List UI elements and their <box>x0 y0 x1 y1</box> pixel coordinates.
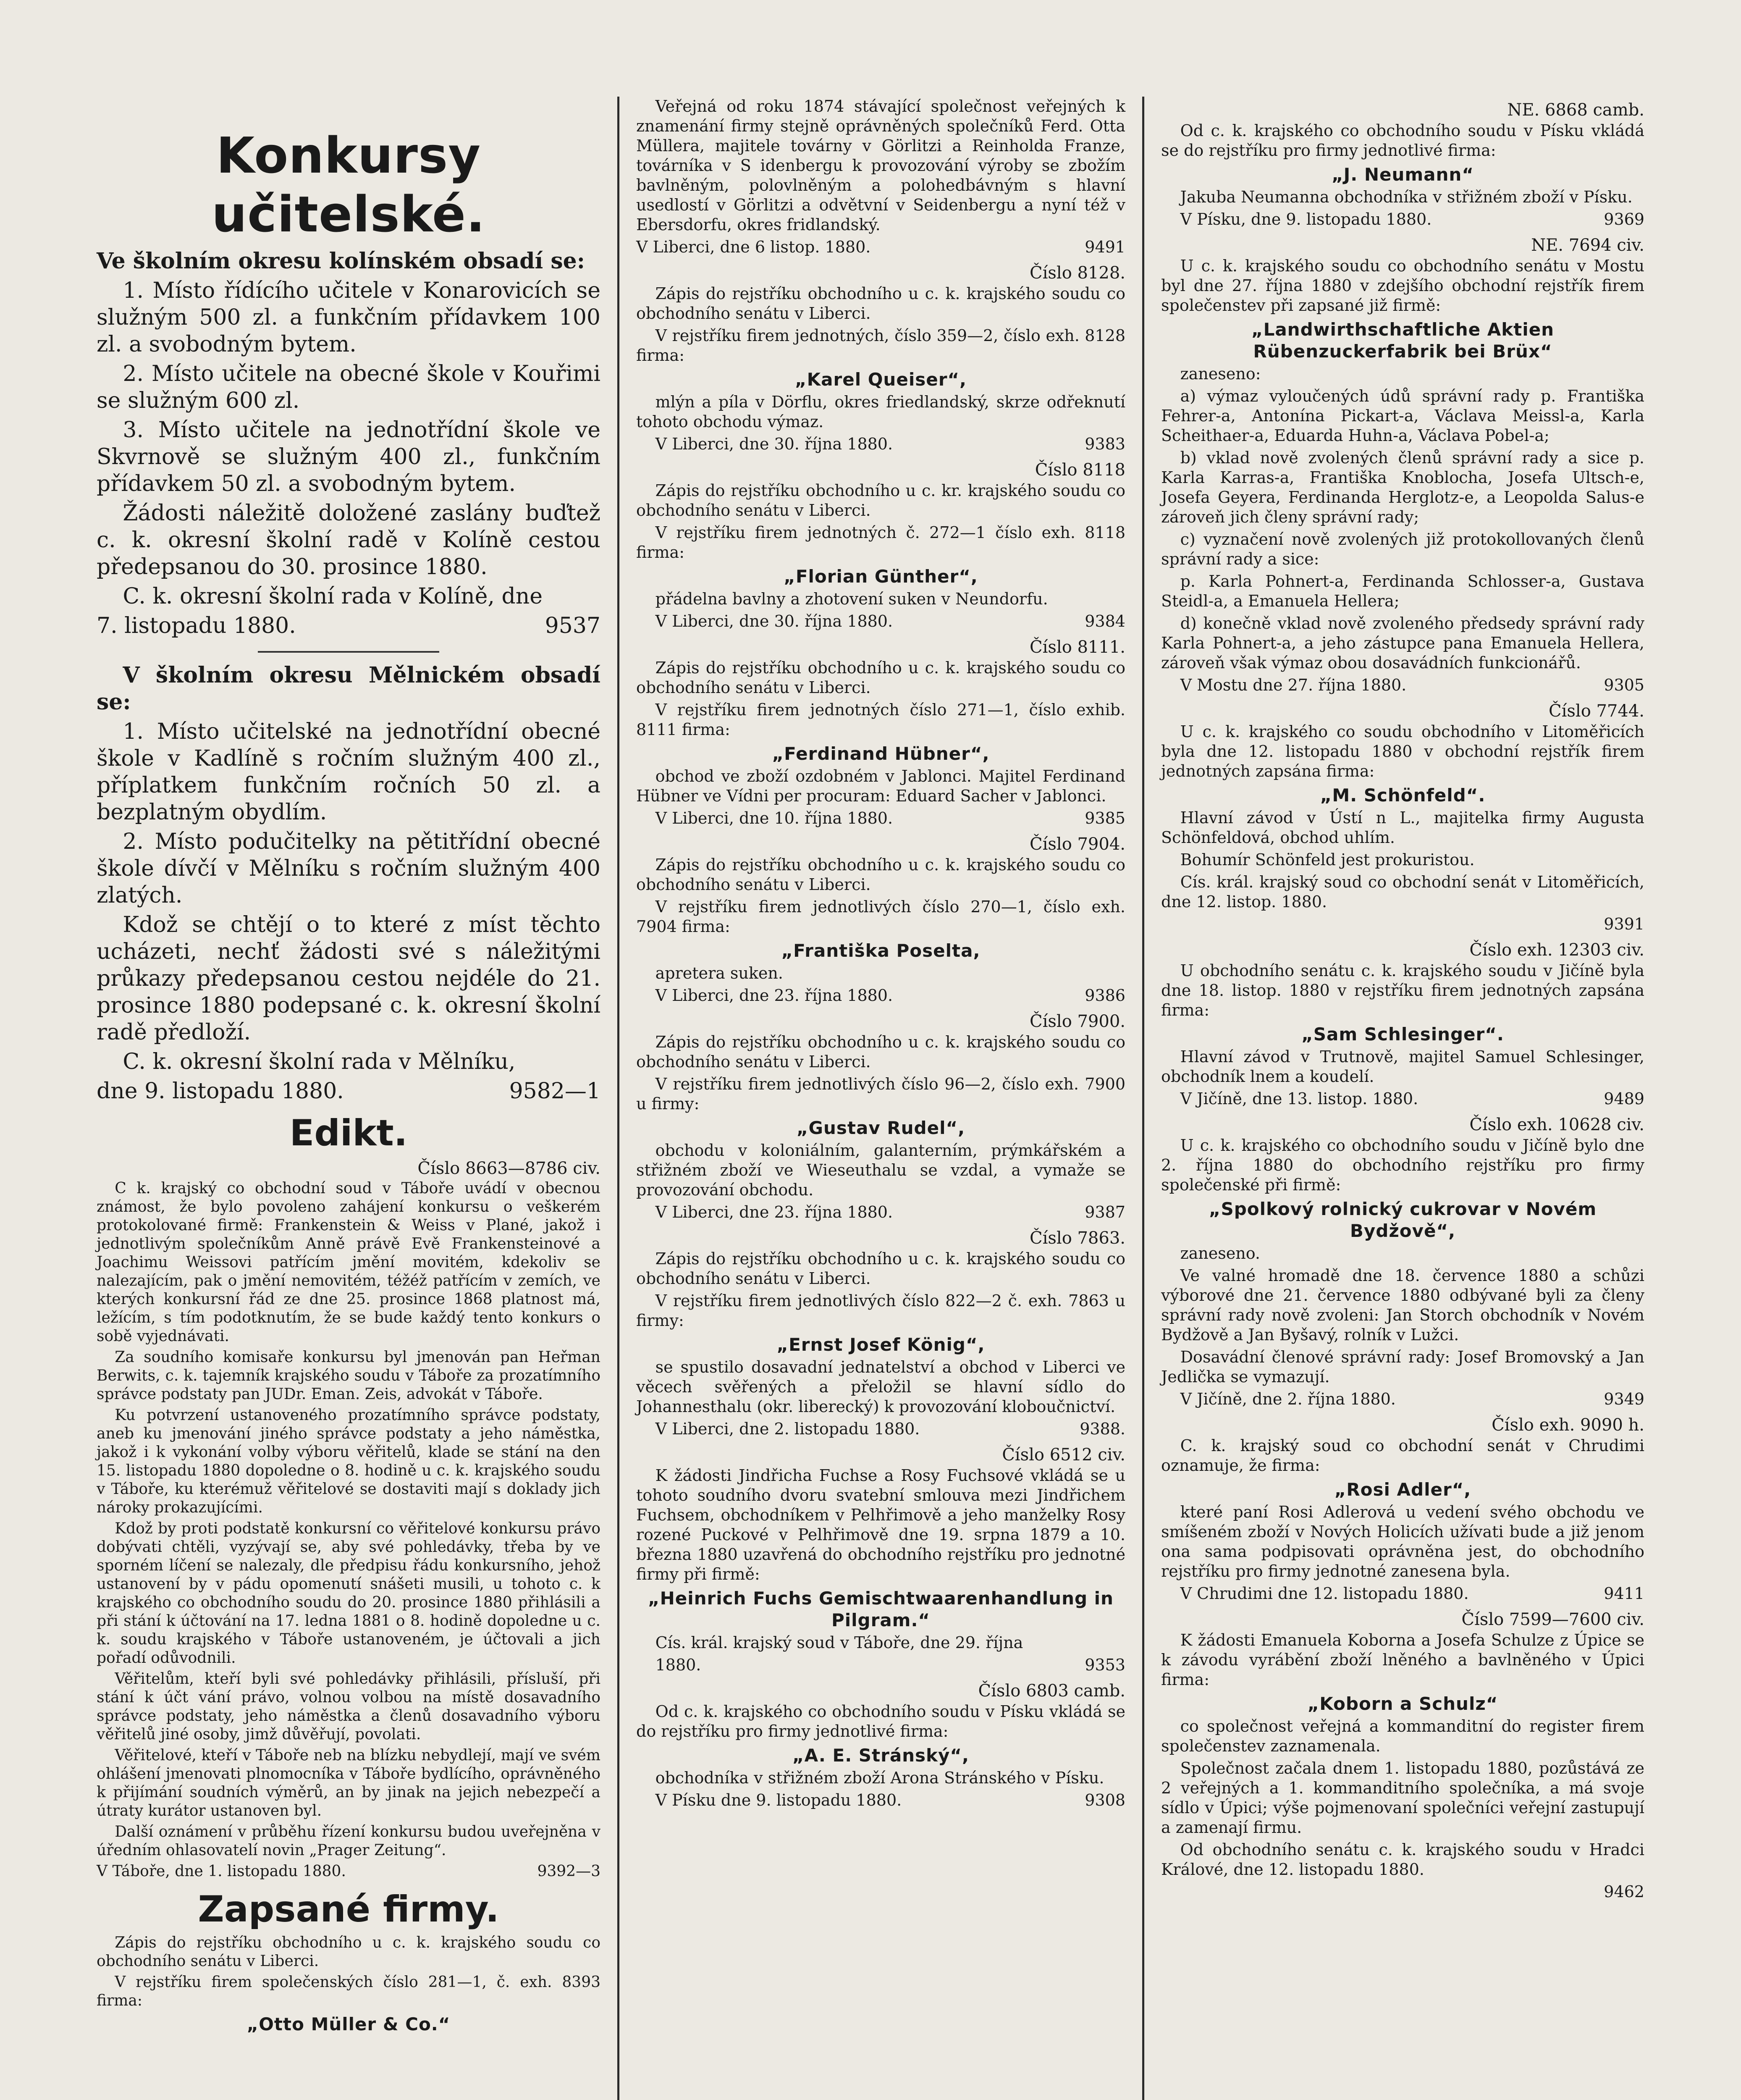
reference-number: 9384 <box>1085 612 1125 630</box>
notice-list <box>636 263 1125 1813</box>
paragraph: zaneseno. <box>1180 1244 1260 1263</box>
paragraph: Zápis do rejstříku obchodního u c. k. krajského soudu co obchodního senátu v Liberci. <box>97 1934 600 1970</box>
firm-name: „Františka Poselta, <box>781 940 981 961</box>
paragraph: Zápis do rejstříku obchodního u c. k. krajského soudu co obchodního senátu v Liberci. <box>636 1033 1125 1071</box>
paragraph: Další oznámení v průběhu řízení konkursu budou uveřejněna v úředním ohlasovatelí novin „Prager Zeitung“. <box>97 1823 600 1859</box>
paragraph: Věřitelům, kteří byli své pohledávky přihlásili, přísluší, při stání k účt vání právo, volnou volbou na místě dosavadního správce podstaty, jeho náměstka a členů dosavadního výboru věřitelů jiné osoby, jimž důvěřují, povolati. <box>97 1670 600 1743</box>
paragraph: V rejstříku firem jednotlivých číslo 270—1, číslo exh. 7904 firma: <box>636 898 1125 936</box>
paragraph: Jakuba Neumanna obchodníka v střižném zboží v Písku. <box>1180 188 1633 206</box>
column-2 <box>617 97 1142 2100</box>
firm-name: „Heinrich Fuchs Gemischtwaarenhandlung in Pilgram.“ <box>648 1588 1114 1630</box>
signature-line <box>636 986 1125 1008</box>
notice-entry <box>1161 1415 1644 1606</box>
firm-name: „Florian Günther“, <box>784 566 978 587</box>
reference-number: 9353 <box>1085 1656 1125 1674</box>
signature-date: V Písku dne 9. listopadu 1880. <box>655 1791 902 1809</box>
reference-number: 9491 <box>1085 238 1125 256</box>
paragraph: d) konečně vklad nově zvoleného předsedy správní rady Karla Pohnert-a, a jeho zástupce pana Emanuela Hellera, zároveň však výmaz obou dosavádních funkcionářů. <box>1161 614 1644 672</box>
firm-name: „J. Neumann“ <box>1332 164 1474 185</box>
paragraph: p. Karla Pohnert-a, Ferdinanda Schlosser-a, Gustava Steidl-a, a Emanuela Hellera; <box>1161 572 1644 610</box>
reference-number: 9305 <box>1604 676 1644 694</box>
paragraph: V rejstříku firem jednotných číslo 271—1, číslo exhib. 8111 firma: <box>636 701 1125 739</box>
paragraph: U obchodního senátu c. k. krajského soudu v Jičíně byla dne 18. listop. 1880 v rejstříku firem jednotných zapsána firma: <box>1161 961 1644 1019</box>
reference-number: 9582—1 <box>509 1079 600 1104</box>
paragraph: zaneseno: <box>1180 365 1261 383</box>
paragraph: Od c. k. krajského co obchodního soudu v Písku vkládá se do rejstříku pro firmy jednotlivé firma: <box>1161 121 1644 160</box>
signature-date: V Liberci, dne 6 listop. 1880. <box>636 238 871 256</box>
paragraph: c) vyznačení nově zvolených již protokollovaných členů správní rady a sice: <box>1161 530 1644 568</box>
reference-number: 9308 <box>1085 1791 1125 1809</box>
reference-number: 9537 <box>545 613 600 638</box>
signature-line <box>636 434 1125 457</box>
case-number: Číslo 7900. <box>1029 1012 1125 1031</box>
case-number: Číslo exh. 12303 civ. <box>1469 940 1644 960</box>
notice-entry <box>636 1681 1125 1813</box>
paragraph: V rejstříku firem jednotných č. 272—1 číslo exh. 8118 firma: <box>636 523 1125 562</box>
notice-entry <box>636 637 1125 831</box>
signature-date: 1880. <box>655 1656 701 1674</box>
signature-line <box>636 1790 1125 1813</box>
paragraph: b) vklad nově zvolených členů správní rady a sice p. Karla Karras-a, Františka Knoblocha, Josefa Ultsch-e, Josefa Geyera, Ferdinanda Herglotz-e, a Leopolda Salus-e zároveň jich členy správní rady; <box>1161 449 1644 526</box>
signature-line <box>97 1078 600 1107</box>
case-number: NE. 7694 civ. <box>1531 236 1644 255</box>
case-number: Číslo 8111. <box>1029 638 1125 657</box>
case-number: Číslo 8128. <box>1029 263 1125 283</box>
case-number: Číslo 7904. <box>1029 835 1125 854</box>
signature-line <box>1161 1389 1644 1412</box>
signature-line <box>1161 675 1644 698</box>
notice-entry <box>636 263 1125 457</box>
notice-entry <box>1161 235 1644 698</box>
case-number: Číslo 8663—8786 civ. <box>417 1159 600 1178</box>
paragraph: obchodníka v střižném zboží Arona Stránského v Písku. <box>655 1769 1104 1787</box>
signature-line <box>1161 1089 1644 1111</box>
firm-name: „Karel Queiser“, <box>795 369 967 390</box>
signature-line <box>1161 210 1644 232</box>
paragraph: K žádosti Emanuela Koborna a Josefa Schulze z Úpice se k závodu vyrábění zboží lněného a bavlněného v Úpici firma: <box>1161 1631 1644 1689</box>
signature-line <box>1161 1584 1644 1606</box>
signature-date: V Písku, dne 9. listopadu 1880. <box>1180 210 1432 228</box>
reference-number: 9349 <box>1604 1390 1644 1408</box>
reference-number: 9387 <box>1085 1203 1125 1221</box>
case-number: Číslo 7863. <box>1029 1228 1125 1248</box>
paragraph: Společnost začala dnem 1. listopadu 1880, pozůstává ze 2 veřejných a 1. kommanditního společníka, a má svoje sídlo v Úpici; výše pojmenovaní společníci veřejní zastupují a zamenají firmu. <box>1161 1759 1644 1837</box>
paragraph: V rejstříku firem jednotných, číslo 359—2, číslo exh. 8128 firma: <box>636 326 1125 365</box>
notice-entry <box>636 1011 1125 1225</box>
paragraph: Bohumír Schönfeld jest prokuristou. <box>1180 850 1475 869</box>
reference-number: 9462 <box>1604 1882 1644 1901</box>
signature-line <box>636 808 1125 831</box>
divider <box>258 651 439 653</box>
notice-list <box>1161 100 1644 1904</box>
notice-entry <box>1161 1609 1644 1904</box>
paragraph: Kdož se chtějí o to které z míst těchto ucházeti, nechť žádosti své s náležitými průkazy předepsanou cestou nejdéle do 21. prosince 1880 podepsané c. k. okresní školní radě předloží. <box>97 912 600 1045</box>
case-number: Číslo exh. 10628 civ. <box>1469 1115 1644 1134</box>
paragraph: Od obchodního senátu c. k. krajského soudu v Hradci Králové, dne 12. listopadu 1880. <box>1161 1840 1644 1879</box>
column-1 <box>80 97 617 2100</box>
paragraph: Žádosti náležitě doložené zaslány buďtež c. k. okresní školní radě v Kolíně cestou předepsanou do 30. prosince 1880. <box>97 501 600 580</box>
paragraph: Veřejná od roku 1874 stávající společnost veřejných k znamenání firmy stejně oprávněných společníků Ferd. Otta Müllera, majitele továrny v Görlitzi a Reinholda Franze, továrníka v S idenbergu k provozování výroby se zbožím bavlněným, polovlněným a polohedbávným s hlavní usedlostí v Görlitzi a odvětvní v Seidenbergu a nyní též v Ebersdorfu, okres fridlandský. <box>636 97 1125 234</box>
signature-date: V Liberci, dne 10. října 1880. <box>655 809 893 827</box>
paragraph: Zápis do rejstříku obchodního u c. k. krajského soudu co obchodního senátu v Liberci. <box>636 659 1125 697</box>
signature-date: V Jičíně, dne 2. října 1880. <box>1180 1390 1396 1408</box>
notice-entry <box>636 834 1125 1008</box>
section-title-zapsane-firmy: Zapsané firmy. <box>198 1888 499 1930</box>
paragraph: 2. Místo podučitelky na pětitřídní obecné škole dívčí v Mělníku s ročním služným 400 zlatých. <box>97 829 600 908</box>
paragraph: 3. Místo učitele na jednotřídní škole ve Skvrnově se služným 400 zl., funkčním přídavkem 50 zl. a svobodným bytem. <box>97 417 600 496</box>
case-number: Číslo 7744. <box>1548 701 1644 721</box>
paragraph: Ve valné hromadě dne 18. července 1880 a schůzi výborové dne 21. července 1880 odbývané byli za členy správní rady nově zvoleni: Jan Storch obchodník v Novém Bydžově a Jan Byšavý, rolník v Lužci. <box>1161 1266 1644 1344</box>
paragraph: obchodu v koloniálním, galanterním, prýmkářském a střižném zboží ve Wieseuthalu se vzdal, a vymaže se provozování obchodu. <box>636 1141 1125 1199</box>
paragraph: Zápis do rejstříku obchodního u c. kr. krajského soudu co obchodního senátu v Liberci. <box>636 481 1125 520</box>
paragraph: mlýn a píla v Dörflu, okres friedlandský, skrze odřeknutí tohoto obchodu výmaz. <box>636 393 1125 431</box>
paragraph: které paní Rosi Adlerová u vedení svého obchodu ve smíšeném zboží v Nových Holicích užívati bude a již jenom ona sama podpisovati oprávněna jest, do obchodního rejstříku pro firmy jednotné zanesena byla. <box>1161 1503 1644 1580</box>
paragraph: 2. Místo učitele na obecné škole v Kouřimi se služným 600 zl. <box>97 361 600 413</box>
signature-line <box>636 1419 1125 1441</box>
firm-name: „Sam Schlesinger“. <box>1301 1024 1504 1045</box>
signature-date: V Chrudimi dne 12. listopadu 1880. <box>1180 1584 1469 1603</box>
signature-line <box>97 1862 600 1883</box>
signature-line <box>636 1655 1125 1677</box>
notice-entry <box>1161 100 1644 232</box>
paragraph: C. k. krajský soud co obchodní senát v Chrudimi oznamuje, že firma: <box>1161 1436 1644 1475</box>
firm-name: „Otto Müller & Co.“ <box>246 2014 451 2034</box>
paragraph: se spustilo dosavadní jednatelství a obchod v Liberci ve věcech svěřených a přeložil se hlavní sídlo do Johannesthalu (okr. liberecký) k provozování kloboučnictví. <box>636 1358 1125 1416</box>
signature-date: dne 9. listopadu 1880. <box>97 1079 344 1104</box>
notice-entry <box>636 1445 1125 1677</box>
paragraph: Cís. král. krajský soud v Táboře, dne 29. října <box>655 1633 1023 1652</box>
signature-date: V Jičíně, dne 13. listop. 1880. <box>1180 1089 1418 1108</box>
firm-name: „Ferdinand Hübner“, <box>772 743 990 764</box>
paragraph: Hlavní závod v Ústí n L., majitelka firmy Augusta Schönfeldová, obchod uhlím. <box>1161 808 1644 847</box>
paragraph: C k. krajský co obchodní soud v Táboře uvádí v obecnou známost, že bylo povoleno zahájení konkursu o veškerém protokolované firmě: Frankenstein & Weiss v Plané, jakož i jednotlivým společníkům Anně právě Evě Frankensteinové a Joachimu Weissovi patřícím jmění movitém, kdekoliv se nalezajícím, pak o jmění nemovitém, téžéž patřícím v zemích, ve kterých konkursní řád ze dne 25. prosince 1868 platnost má, ležícím, s tím podotknutím, že se bude každý tento konkurs o sobě vyjednávati. <box>97 1180 600 1345</box>
paragraph: Dosavádní členové správní rady: Josef Bromovský a Jan Jedlička se vymazují. <box>1161 1348 1644 1386</box>
paragraph: Ku potvrzení ustanoveného prozatímního správce podstaty, aneb ku jmenování jiného správce podstaty a jeho náměstka, jakož i k vykonání volby výboru věřitelů, klade se stání na den 15. listopadu 1880 dopoledne o 8. hodině u c. k. krajského soudu v Táboře, ku kterémuž věřitelové se dostaviti mají s doklady jich nároky prokazujícími. <box>97 1407 600 1516</box>
notice-entry <box>1161 701 1644 937</box>
reference-number: 9369 <box>1604 210 1644 228</box>
case-number: NE. 6868 camb. <box>1507 100 1644 120</box>
firm-name: „Landwirthschaftliche Aktien Rübenzuckerfabrik bei Brüx“ <box>1251 319 1555 362</box>
paragraph: U c. k. krajského co obchodního soudu v Jičíně bylo dne 2. října 1880 do obchodního rejstříku pro firmy společenské při firmě: <box>1161 1136 1644 1194</box>
paragraph: co společnost veřejná a kommanditní do register firem společenstev zaznamenala. <box>1161 1717 1644 1755</box>
paragraph: apretera suken. <box>655 964 783 982</box>
edikt-section <box>97 1111 600 2035</box>
signature-date: V Táboře, dne 1. listopadu 1880. <box>97 1863 346 1880</box>
signature-date: V Liberci, dne 23. října 1880. <box>655 1203 893 1221</box>
paragraph: V rejstříku firem jednotlivých číslo 822—2 č. exh. 7863 u firmy: <box>636 1292 1125 1330</box>
signature-line <box>1161 1882 1644 1904</box>
paragraph: Cís. král. krajský soud co obchodní senát v Litoměřicích, dne 12. listop. 1880. <box>1161 873 1644 911</box>
section-title-konkursy: Konkursy učitelské. <box>212 126 485 243</box>
notice-entry <box>1161 1115 1644 1412</box>
signature-line <box>636 1202 1125 1225</box>
paragraph: Kdož by proti podstatě konkursní co věřitelové konkursu právo dobývati chtěli, vyzývají se, aby své pohledávky, třeba by ve sporném líčení se nalezaly, dle předpisu řádu konkursního, jehož ustanovení by v pádu opomenutí snášeti musili, u tohoto c. k krajského co obchodního soudu do 20. prosince 1880 přihlásili a při stání k účtování na 17. ledna 1881 o 8. hodině dopoledne u c. k. soudu krajského v Táboře ustanoveném, je účtovali a jich pořadí odůvodnili. <box>97 1520 600 1667</box>
paragraph: U c. k. krajského soudu co obchodního senátu v Mostu byl dne 27. října 1880 v zdejšího obchodní rejstřík firem společenstev při zapsané již firmě: <box>1161 257 1644 315</box>
notice-entry <box>636 460 1125 634</box>
signature-date: V Liberci, dne 30. října 1880. <box>655 612 893 630</box>
paragraph: přádelna bavlny a zhotovení suken v Neundorfu. <box>655 590 1048 608</box>
reference-number: 9411 <box>1604 1584 1644 1603</box>
signature-date: V Mostu dne 27. října 1880. <box>1180 676 1407 694</box>
paragraph: Od c. k. krajského co obchodního soudu v Písku vkládá se do rejstříku pro firmy jednotlivé firma: <box>636 1702 1125 1740</box>
paragraph: V školním okresu Mělnickém obsadí se: <box>97 662 600 715</box>
paragraph: V rejstříku firem společenských číslo 281—1, č. exh. 8393 firma: <box>97 1974 600 2009</box>
signature-date: V Liberci, dne 30. října 1880. <box>655 435 893 453</box>
paragraph: Hlavní závod v Trutnově, majitel Samuel Schlesinger, obchodník lnem a koudelí. <box>1161 1047 1644 1086</box>
reference-number: 9392—3 <box>537 1863 600 1880</box>
paragraph: Věřitelové, kteří v Táboře neb na blízku nebydlejí, mají ve svém ohlášení jmenovati plnomocníka v Táboře bydlícího, oprávněného k přijímání soudních výměrů, an by jinak na jejich nebezpečí a útraty kurátor ustanoven byl. <box>97 1747 600 1819</box>
notice-entry <box>636 1228 1125 1441</box>
signature-date: 7. listopadu 1880. <box>97 613 296 638</box>
firm-name: „M. Schönfeld“. <box>1320 785 1486 806</box>
paragraph: K žádosti Jindřicha Fuchse a Rosy Fuchsové vkládá se u tohoto soudního dvoru svatební smlouva mezi Jindřichem Fuchsem, obchodníkem v Pelhřimově a jeho manželky Rosy rozené Puckové v Pelhřimově dne 19. srpna 1879 a 10. března 1880 uzavřená do obchodního rejstříku pro jednotné firmy při firmě: <box>636 1466 1125 1583</box>
notice-entry <box>1161 940 1644 1111</box>
signature-date: V Liberci, dne 2. listopadu 1880. <box>655 1420 920 1438</box>
firm-name: „Rosi Adler“, <box>1334 1479 1471 1500</box>
firm-name: „Ernst Josef König“, <box>776 1334 985 1355</box>
paragraph: obchod ve zboží ozdobném v Jablonci. Majitel Ferdinand Hübner ve Vídni per procuram: Eduard Sacher v Jablonci. <box>636 767 1125 805</box>
case-number: Číslo 6512 civ. <box>1002 1445 1125 1465</box>
section-title-edikt: Edikt. <box>289 1112 408 1154</box>
signature-line <box>636 237 1125 260</box>
signature-line <box>1161 914 1644 937</box>
paragraph: a) výmaz vyloučených údů správní rady p. Františka Fehrer-a, Antonína Pickart-a, Václava Meissl-a, Karla Scheithaer-a, Eduarda Huhn-a, Václava Pobel-a; <box>1161 387 1644 445</box>
case-number: Číslo exh. 9090 h. <box>1492 1415 1644 1435</box>
reference-number: 9385 <box>1085 809 1125 827</box>
paragraph: Za soudního komisaře konkursu byl jmenován pan Heřman Berwits, c. k. tajemník krajského soudu v Táboře za prozatímního správce podstaty pan JUDr. Eman. Zeis, advokát v Táboře. <box>97 1349 600 1403</box>
paragraph: Zápis do rejstříku obchodního u c. k. krajského soudu co obchodního senátu v Liberci. <box>636 856 1125 894</box>
firm-name: „Spolkový rolnický cukrovar v Novém Bydžově“, <box>1209 1199 1597 1241</box>
paragraph: Zápis do rejstříku obchodního u c. k. krajského soudu co obchodního senátu v Liberci. <box>636 1250 1125 1288</box>
reference-number: 9391 <box>1604 915 1644 933</box>
reference-number: 9489 <box>1604 1089 1644 1108</box>
paragraph: C. k. okresní školní rada v Kolíně, dne <box>123 584 543 609</box>
firm-name: „Gustav Rudel“, <box>796 1118 965 1138</box>
reference-number: 9386 <box>1085 986 1125 1005</box>
case-number: Číslo 8118 <box>1035 460 1125 480</box>
reference-number: 9383 <box>1085 435 1125 453</box>
firm-name: „Koborn a Schulz“ <box>1307 1693 1498 1714</box>
signature-line <box>636 612 1125 634</box>
signature-date: V Liberci, dne 23. října 1880. <box>655 986 893 1005</box>
paragraph: Zápis do rejstříku obchodního u c. k. krajského soudu co obchodního senátu v Liberci. <box>636 284 1125 323</box>
firm-name: „A. E. Stránský“, <box>792 1745 969 1766</box>
paragraph: U c. k. krajského co soudu obchodního v Litoměřicích byla dne 12. listopadu 1880 v obchodní rejstřík firem jednotných zapsána firma: <box>1161 722 1644 780</box>
reference-number: 9388. <box>1080 1420 1125 1438</box>
signature-line <box>97 612 600 642</box>
paragraph: V rejstříku firem jednotlivých číslo 96—2, číslo exh. 7900 u firmy: <box>636 1075 1125 1113</box>
column-3 <box>1142 97 1661 2100</box>
paragraph: C. k. okresní školní rada v Mělníku, <box>123 1049 516 1074</box>
paragraph: Ve školním okresu kolínském obsadí se: <box>97 248 585 274</box>
case-number: Číslo 6803 camb. <box>978 1681 1125 1701</box>
paragraph: 1. Místo učitelské na jednotřídní obecné škole v Kadlíně s ročním služným 400 zl., příplatkem funkčním ročních 50 zl. a bezplatným obydlím. <box>97 719 600 825</box>
paragraph: 1. Místo řídícího učitele v Konarovicích se služným 500 zl. a funkčním přídavkem 100 zl. a svobodným bytem. <box>97 278 600 357</box>
case-number: Číslo 7599—7600 civ. <box>1461 1610 1644 1629</box>
